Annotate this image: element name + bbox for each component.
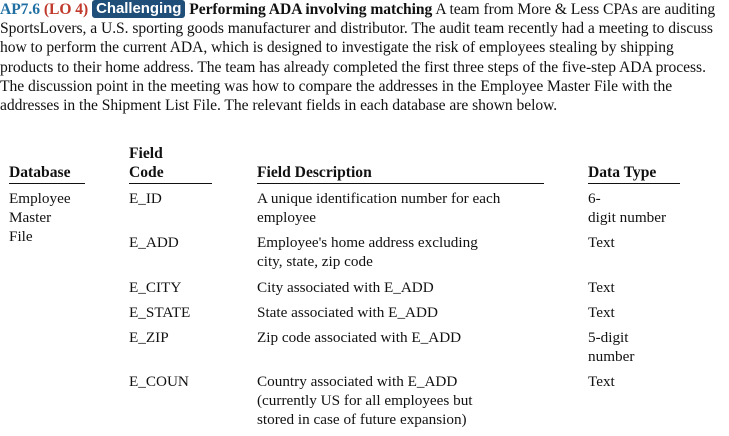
field-description-line: (currently US for all employees but [257,392,473,409]
data-type-line: 5-digit [588,329,629,346]
field-description-line: Country associated with E_ADD [257,373,458,390]
data-type-line: 6- [588,190,601,207]
header-underline [129,183,212,184]
header-code: Code [129,164,164,181]
header-data-type: Data Type [588,164,657,181]
field-description-line: A unique identification number for each [257,190,501,207]
data-type-line: Text [588,373,615,390]
field-description-line: city, state, zip code [257,253,373,270]
field-description-line: Zip code associated with E_ADD [257,329,462,346]
field-code: E_COUN [129,373,189,390]
field-code: E_ADD [129,234,179,251]
field-code: E_CITY [129,279,182,296]
problem-number: AP7.6 [0,1,41,18]
field-code: E_STATE [129,304,191,321]
header-underline [9,183,85,184]
header-underline [257,183,544,184]
difficulty-badge: Challenging [92,0,185,18]
header-field-description: Field Description [257,164,372,181]
field-code: E_ID [129,190,162,207]
data-type-line: Text [588,304,615,321]
field-code: E_ZIP [129,329,169,346]
data-type-line: digit number [588,209,667,226]
field-description-line: State associated with E_ADD [257,304,438,321]
database-name-line: File [9,228,33,245]
field-description-line: employee [257,209,317,226]
field-description-line: Employee's home address excluding [257,234,478,251]
header-database: Database [9,164,71,181]
field-description-line: stored in case of future expansion) [257,411,467,428]
header-underline [588,183,680,184]
data-type-line: number [588,348,635,365]
database-name-line: Employee [9,190,71,207]
problem-text: A team from More & Less CPAs are auditing SportsLovers, a U.S. sporting goods manufacturer and distributor. The audit team recently had a meeting to discuss how to perform the current ADA, which is designed to investigate the risk of employees stealing by shipping products to their home address. The team has already completed the first three steps of the five-step ADA process. The discussion point in the meeting was how to compare the addresses in the Employee Master File with the addresses in the Shipment List File. The relevant fields in each database are shown below. [0,1,716,115]
data-type-line: Text [588,234,615,251]
data-type-line: Text [588,279,615,296]
field-description-line: City associated with E_ADD [257,279,434,296]
learning-objective: (LO 4) [43,1,89,18]
problem-title: Performing ADA involving matching [189,1,433,18]
header-field: Field [129,145,163,162]
database-name-line: Master [9,209,52,226]
